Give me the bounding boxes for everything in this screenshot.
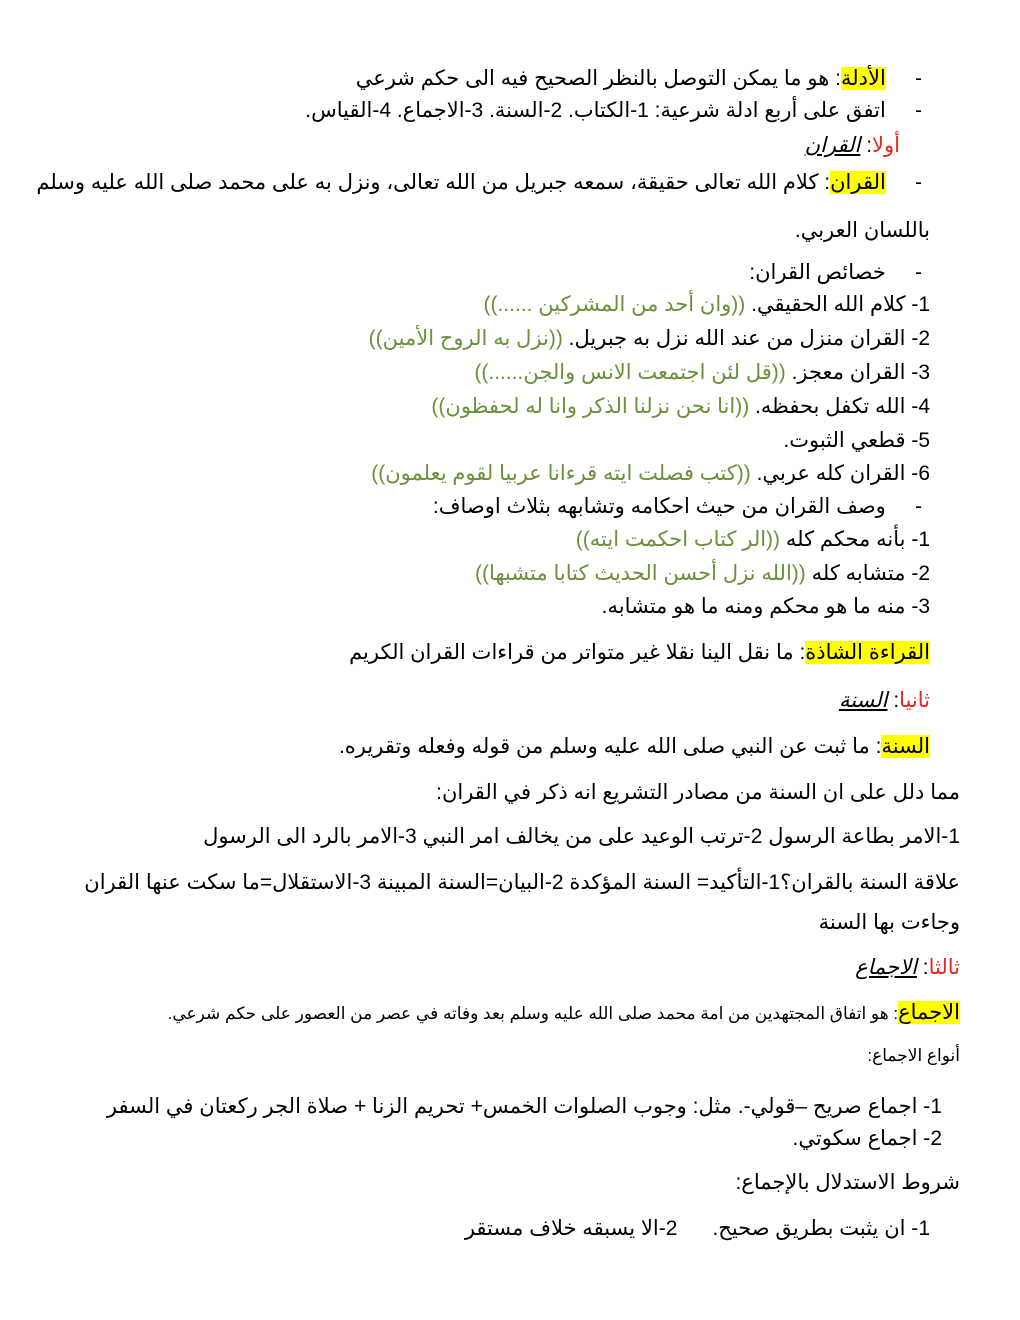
definition-text: : هو اتفاق المجتهدين من امة محمد صلى الله عليه وسلم بعد وفاته في عصر من العصور على حكم شرعي. <box>167 1004 899 1023</box>
text: 3- القران معجز. <box>785 361 930 384</box>
line-four-evidences <box>305 98 922 123</box>
list-item-ijma-type-2 <box>793 1126 942 1151</box>
list-item-feature-3 <box>474 360 930 385</box>
bullet: - <box>915 261 922 284</box>
heading-title: الاجماع <box>855 956 917 979</box>
text: 2- اجماع سكوتي. <box>792 1127 942 1150</box>
text: 1- ان يثبت بطريق صحيح. 2-الا يسبقه خلاف مستقر <box>464 1217 930 1240</box>
text: شروط الاستدلال بالإجماع: <box>735 1171 960 1194</box>
line-sunnah-relation-cont <box>819 910 960 935</box>
line-sunnah-definition <box>339 734 930 759</box>
heading-label: ثالثا <box>928 956 960 979</box>
text: وصف القران من حيث احكامه وتشابهه بثلاث اوصاف: <box>432 495 886 518</box>
line-definition-evidence <box>356 66 922 91</box>
text: وجاءت بها السنة <box>818 911 960 934</box>
text: 1- بأنه محكم كله <box>780 528 930 551</box>
line-sunnah-evidence-items <box>203 824 960 849</box>
line-quran-definition <box>36 170 922 195</box>
bullet: - <box>915 67 922 90</box>
verse: ((الله نزل أحسن الحديث كتابا متشبها)) <box>474 562 806 585</box>
heading-second-sunnah <box>839 688 930 713</box>
term-evidence: الأدلة <box>840 67 886 90</box>
text: 1- كلام الله الحقيقي. <box>745 293 930 316</box>
line-sunnah-relation <box>84 870 960 895</box>
text: باللسان العربي. <box>794 219 930 242</box>
line-shadh-reading <box>349 640 930 665</box>
list-item-description-3 <box>602 594 930 619</box>
term-sunnah: السنة <box>881 735 930 758</box>
text: 1- اجماع صريح –قولي-. مثل: وجوب الصلوات الخمس+ تحريم الزنا + صلاة الجر ركعتان في السفر <box>106 1095 942 1118</box>
list-item-feature-6 <box>371 461 930 486</box>
text: 2- متشابه كله <box>805 562 930 585</box>
text: 5- قطعي الثبوت. <box>783 429 930 452</box>
text: 1-الامر بطاعة الرسول 2-ترتب الوعيد على من يخالف امر النبي 3-الامر بالرد الى الرسول <box>203 825 960 848</box>
definition-text: : هو ما يمكن التوصل بالنظر الصحيح فيه الى حكم شرعي <box>355 67 841 90</box>
definition-text: : ما نقل الينا نقلا غير متواتر من قراءات القران الكريم <box>349 641 806 664</box>
list-item-feature-4 <box>431 394 930 419</box>
line-arabic-tongue <box>795 218 930 243</box>
term-ijma: الاجماع <box>898 1001 960 1024</box>
heading-first-quran <box>805 133 900 158</box>
text: مما دلل على ان السنة من مصادر التشريع انه ذكر في القران: <box>436 781 960 804</box>
text: أنواع الاجماع: <box>867 1046 960 1065</box>
list-item-description-1 <box>576 527 930 552</box>
text: 4- الله تكفل بحفظه. <box>749 395 930 418</box>
heading-colon: : <box>887 689 900 712</box>
list-item-feature-1 <box>483 292 930 317</box>
term-quran: القران <box>830 171 886 194</box>
definition-text: : ما ثبت عن النبي صلى الله عليه وسلم من قوله وفعله وتقريره. <box>338 735 882 758</box>
heading-colon: : <box>916 956 929 979</box>
heading-title: القران <box>804 134 861 157</box>
heading-title: السنة <box>838 689 888 712</box>
list-item-feature-5 <box>783 428 930 453</box>
verse: ((قل لئن اجتمعت الانس والجن......)) <box>474 361 786 384</box>
list-item-description-2 <box>475 561 930 586</box>
heading-label: أولا <box>872 134 900 157</box>
bullet: - <box>915 171 922 194</box>
heading-label: ثانيا <box>899 689 930 712</box>
heading-third-ijma <box>855 955 960 980</box>
line-ijma-types-heading <box>867 1046 960 1066</box>
verse: ((كتب فصلت ايته قرءانا عربيا لقوم يعلمون)) <box>371 462 751 485</box>
list-item-feature-2 <box>369 326 930 351</box>
line-quran-features-heading <box>749 260 922 285</box>
list-item-ijma-type-1 <box>107 1094 942 1119</box>
verse: ((وان أحد من المشركين ......)) <box>483 293 746 316</box>
line-ijma-definition <box>168 1000 960 1025</box>
text: 3- منه ما هو محكم ومنه ما هو متشابه. <box>601 595 930 618</box>
text: 2- القران منزل من عند الله نزل به جبريل. <box>562 327 930 350</box>
line-ijma-conditions-heading <box>735 1170 960 1195</box>
text: خصائص القران: <box>749 261 886 284</box>
line-quran-description-heading <box>433 494 922 519</box>
verse: ((انا نحن نزلنا الذكر وانا له لحفظون)) <box>431 395 750 418</box>
bullet: - <box>915 495 922 518</box>
text: 6- القران كله عربي. <box>750 462 930 485</box>
evidences-text: اتفق على أربع ادلة شرعية: 1-الكتاب. 2-السنة. 3-الاجماع. 4-القياس. <box>305 99 886 122</box>
bullet: - <box>915 99 922 122</box>
verse: ((الر كتاب احكمت ايته)) <box>575 528 781 551</box>
text: علاقة السنة بالقران؟1-التأكيد= السنة المؤكدة 2-البيان=السنة المبينة 3-الاستقلال=ما سكت عنها القران <box>84 871 960 894</box>
term-shadh-reading: القراءة الشاذة <box>805 641 930 664</box>
heading-colon: : <box>860 134 873 157</box>
line-sunnah-evidence-heading <box>436 780 960 805</box>
definition-text: : كلام الله تعالى حقيقة، سمعه جبريل من الله تعالى، ونزل به على محمد صلى الله عليه وسلم <box>36 171 831 194</box>
line-ijma-conditions-items <box>465 1216 930 1241</box>
verse: ((نزل به الروح الأمين)) <box>368 327 563 350</box>
